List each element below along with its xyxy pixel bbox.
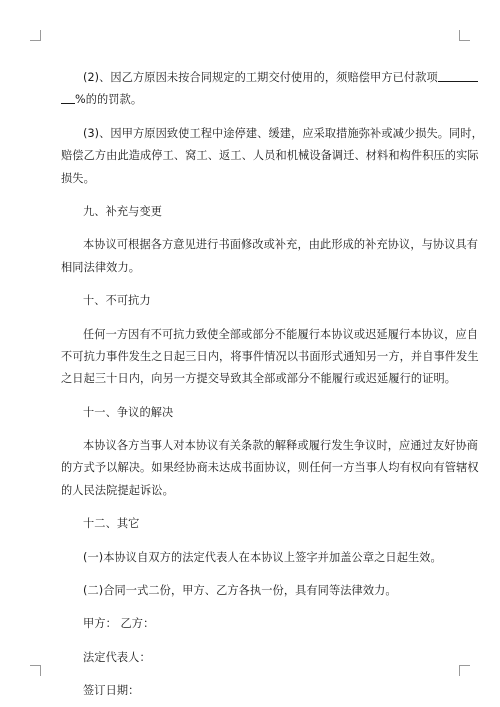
section-9-line-1: 本协议可根据各方意见进行书面修改或补充，由此形成的补充协议，与协议具有 xyxy=(83,238,479,252)
section-10-line-1: 任何一方因有不可抗力致使全部或部分不能履行本协议或迟延履行本协议，应自 xyxy=(83,327,479,341)
section-12-item-2: (二)合同一式二份，甲方、乙方各执一份，具有同等法律效力。 xyxy=(83,584,397,598)
penalty-blank-2 xyxy=(61,91,75,104)
section-12-item-1: (一)本协议自双方的法定代表人在本协议上签字并加盖公章之日起生效。 xyxy=(83,550,442,564)
section-9-heading: 九、补充与变更 xyxy=(83,204,163,218)
crop-mark-bottom-left xyxy=(30,665,41,676)
clause-2-line-2 xyxy=(61,89,438,111)
section-11-line-1: 本协议各方当事人对本协议有关条款的解释或履行发生争议时，应通过友好协商 xyxy=(83,439,479,453)
section-10-heading: 十、不可抗力 xyxy=(83,294,151,308)
section-9-line-2: 相同法律效力。 xyxy=(61,260,141,274)
signature-date: 签订日期： xyxy=(83,684,140,698)
signature-legal-representative: 法定代表人： xyxy=(83,650,151,664)
section-11-line-3: 的人民法院提起诉讼。 xyxy=(61,483,174,497)
section-11-heading: 十一、争议的解决 xyxy=(83,405,174,419)
document-body xyxy=(61,67,483,703)
section-10-line-3: 之日起三十日内，向另一方提交导致其全部或部分不能履行或迟延履行的证明。 xyxy=(61,372,457,386)
crop-mark-bottom-right xyxy=(459,665,470,676)
section-12-heading: 十二、其它 xyxy=(83,517,140,531)
penalty-blank-1 xyxy=(438,69,478,82)
section-10-line-2: 不可抗力事件发生之日起三日内，将事件情况以书面形式通知另一方，并自事件发生 xyxy=(61,349,479,363)
clause-2-text-end: %的的罚款。 xyxy=(75,93,143,107)
crop-mark-top-left xyxy=(30,30,41,41)
signature-parties: 甲方： 乙方： xyxy=(83,617,155,631)
crop-mark-top-right xyxy=(459,30,470,41)
section-11-line-2: 的方式予以解决。如果经协商未达成书面协议，则任何一方当事人均有权向有管辖权 xyxy=(61,461,479,475)
clause-3-line-1: (3)、因甲方原因致使工程中途停建、缓建，应采取措施弥补或减少损失。同时， xyxy=(83,126,483,140)
clause-3-line-3: 损失。 xyxy=(61,171,95,185)
clause-2-line-1 xyxy=(61,67,438,89)
clause-2-text: (2)、因乙方原因未按合同规定的工期交付使用的，须赔偿甲方已付款项 xyxy=(83,71,438,84)
clause-3-line-2: 赔偿乙方由此造成停工、窝工、返工、人员和机械设备调迁、材料和构件积压的实际 xyxy=(61,149,479,163)
